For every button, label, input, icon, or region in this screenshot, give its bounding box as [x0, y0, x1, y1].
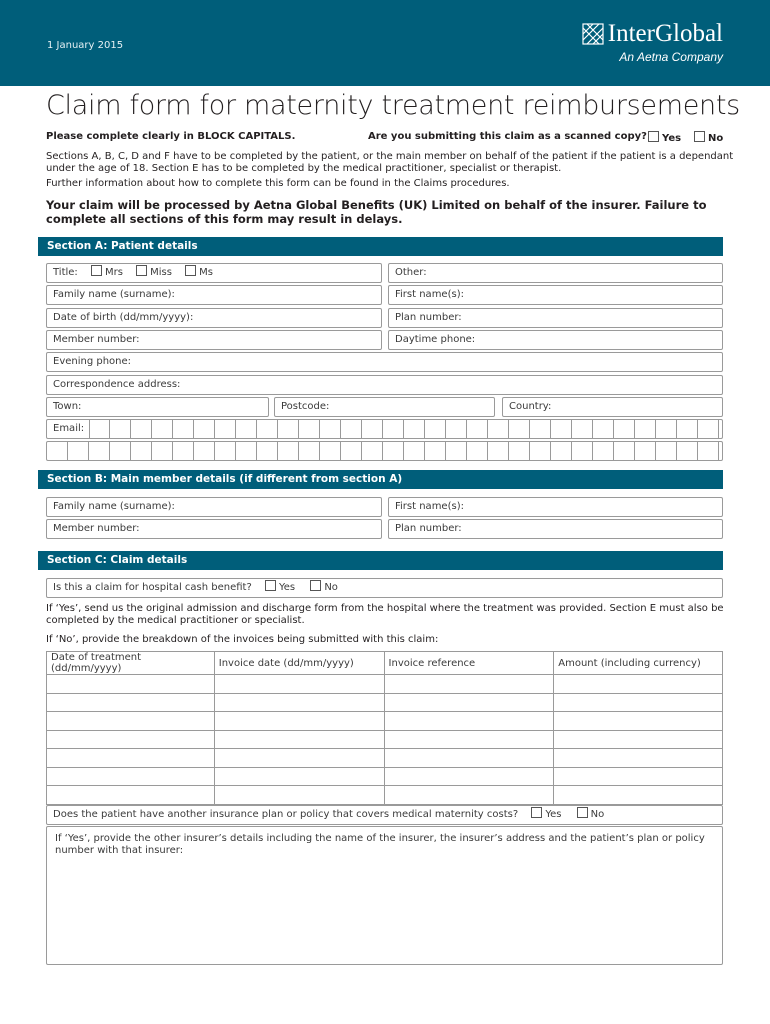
mm-plan-number-field[interactable] — [388, 519, 723, 539]
invoice-cell[interactable] — [554, 712, 723, 731]
mm-family-name-field[interactable] — [46, 497, 382, 517]
first-names-field[interactable] — [388, 285, 723, 305]
if-no-note: If ‘No’, provide the breakdown of the invoices being submitted with this claim: — [46, 634, 439, 645]
invoice-cell[interactable] — [214, 712, 384, 731]
email-label: Email: — [53, 423, 85, 434]
daytime-phone-label: Daytime phone: — [395, 334, 476, 345]
invoice-table-body — [47, 675, 723, 805]
title-mrs-option[interactable] — [91, 267, 123, 278]
scanned-no-label: No — [708, 133, 724, 144]
family-name-field[interactable] — [46, 285, 382, 305]
section-b-heading: Section B: Main member details (if different from section A) — [38, 470, 723, 489]
title-field — [46, 263, 382, 283]
brand-tagline: An Aetna Company — [619, 50, 723, 64]
postcode-field[interactable] — [274, 397, 495, 417]
ms-checkbox[interactable] — [185, 265, 196, 276]
email-char-boxes-1[interactable] — [89, 419, 719, 439]
address-label: Correspondence address: — [53, 379, 181, 390]
other-no-option[interactable] — [577, 809, 605, 820]
scanned-yes-option[interactable] — [648, 131, 681, 144]
table-row — [47, 693, 723, 712]
invoice-cell[interactable] — [384, 730, 554, 749]
invoice-cell[interactable] — [214, 749, 384, 768]
table-row — [47, 767, 723, 786]
invoice-cell[interactable] — [384, 786, 554, 805]
mrs-checkbox[interactable] — [91, 265, 102, 276]
invoice-cell[interactable] — [47, 712, 215, 731]
invoice-cell[interactable] — [554, 786, 723, 805]
title-ms-option[interactable] — [185, 267, 213, 278]
invoice-cell[interactable] — [554, 730, 723, 749]
dob-label: Date of birth (dd/mm/yyyy): — [53, 312, 194, 323]
evening-phone-field[interactable] — [46, 352, 723, 372]
title-label: Title: — [53, 267, 78, 278]
mm-member-number-label: Member number: — [53, 523, 140, 534]
page-header — [0, 0, 770, 86]
section-c-heading: Section C: Claim details — [38, 551, 723, 570]
invoice-cell[interactable] — [214, 693, 384, 712]
town-label: Town: — [53, 401, 82, 412]
invoice-cell[interactable] — [384, 749, 554, 768]
table-row — [47, 712, 723, 731]
town-field[interactable] — [46, 397, 269, 417]
cash-no-option[interactable] — [310, 582, 338, 593]
table-row — [47, 675, 723, 694]
invoice-cell[interactable] — [384, 712, 554, 731]
other-title-field[interactable] — [388, 263, 723, 283]
invoice-cell[interactable] — [554, 693, 723, 712]
plan-number-field[interactable] — [388, 308, 723, 328]
table-row — [47, 730, 723, 749]
section-a-heading: Section A: Patient details — [38, 237, 723, 256]
issue-date: 1 January 2015 — [47, 40, 124, 51]
address-field[interactable] — [46, 375, 723, 395]
mm-member-number-field[interactable] — [46, 519, 382, 539]
col-date-of-treatment: Date of treatment (dd/mm/yyyy) — [47, 652, 215, 675]
other-no-label: No — [590, 809, 605, 820]
cash-yes-option[interactable] — [265, 582, 295, 593]
other-yes-label: Yes — [545, 809, 562, 820]
scanned-no-checkbox[interactable] — [694, 131, 705, 142]
mm-first-names-label: First name(s): — [395, 501, 464, 512]
invoice-cell[interactable] — [384, 767, 554, 786]
email-field-row2[interactable] — [46, 441, 723, 461]
col-invoice-reference: Invoice reference — [384, 652, 554, 675]
invoice-cell[interactable] — [554, 675, 723, 694]
other-insurance-question: Does the patient have another insurance plan or policy that covers medical maternity costs? — [53, 809, 519, 820]
daytime-phone-field[interactable] — [388, 330, 723, 350]
cash-benefit-question: Is this a claim for hospital cash benefit? — [53, 582, 252, 593]
family-name-label: Family name (surname): — [53, 289, 175, 300]
interglobal-logo — [582, 20, 723, 64]
country-label: Country: — [509, 401, 552, 412]
col-invoice-date: Invoice date (dd/mm/yyyy) — [214, 652, 384, 675]
invoice-table-header — [47, 652, 723, 675]
title-miss-option[interactable] — [136, 267, 172, 278]
table-row — [47, 749, 723, 768]
invoice-cell[interactable] — [214, 730, 384, 749]
if-yes-note: If ‘Yes’, send us the original admission and discharge form from the hospital where the treatment was provided. Section E must also be completed by the medical practitioner or specialist. — [46, 603, 724, 626]
evening-phone-label: Evening phone: — [53, 356, 132, 367]
member-number-field[interactable] — [46, 330, 382, 350]
invoice-cell[interactable] — [384, 675, 554, 694]
other-insurer-instructions: If ‘Yes’, provide the other insurer’s details including the name of the insurer, the insurer’s address and the patient’s plan or policy number with that insurer: — [55, 833, 705, 856]
postcode-label: Postcode: — [281, 401, 330, 412]
globe-icon — [582, 23, 604, 45]
invoice-cell[interactable] — [47, 767, 215, 786]
scanned-yes-label: Yes — [662, 133, 682, 144]
other-insurance-field — [46, 805, 723, 825]
invoice-cell[interactable] — [554, 767, 723, 786]
invoice-cell[interactable] — [47, 675, 215, 694]
cash-no-label: No — [324, 582, 338, 593]
invoice-cell[interactable] — [214, 767, 384, 786]
ms-label: Ms — [199, 267, 213, 278]
member-number-label: Member number: — [53, 334, 140, 345]
dob-field[interactable] — [46, 308, 382, 328]
scanned-yes-checkbox[interactable] — [648, 131, 659, 142]
col-amount: Amount (including currency) — [554, 652, 723, 675]
invoice-cell[interactable] — [214, 786, 384, 805]
invoice-table — [46, 651, 723, 805]
cash-yes-label: Yes — [278, 582, 296, 593]
plan-number-label: Plan number: — [395, 312, 462, 323]
cash-yes-checkbox[interactable] — [265, 580, 276, 591]
mm-first-names-field[interactable] — [388, 497, 723, 517]
invoice-cell[interactable] — [47, 749, 215, 768]
claims-procedure-note: Further information about how to complete this form can be found in the Claims procedures. — [46, 178, 510, 189]
block-capitals-note: Please complete clearly in BLOCK CAPITALS. — [46, 131, 296, 142]
page-title: Claim form for maternity treatment reimbursements — [46, 90, 740, 121]
instructions-paragraph: Sections A, B, C, D and F have to be completed by the patient, or the main member on behalf of the patient if the patient is a dependant under the age of 18. Section E has to be completed by the medical practitioner, specialist or therapist. — [46, 151, 734, 174]
invoice-cell[interactable] — [47, 730, 215, 749]
cash-no-checkbox[interactable] — [310, 580, 321, 591]
brand-name: InterGlobal — [607, 20, 723, 47]
other-title-label: Other: — [395, 267, 427, 278]
invoice-cell[interactable] — [47, 786, 215, 805]
invoice-cell[interactable] — [384, 693, 554, 712]
mm-family-name-label: Family name (surname): — [53, 501, 175, 512]
country-field[interactable] — [502, 397, 723, 417]
other-no-checkbox[interactable] — [577, 807, 588, 818]
email-char-boxes-2[interactable] — [47, 441, 719, 461]
invoice-cell[interactable] — [47, 693, 215, 712]
invoice-cell[interactable] — [554, 749, 723, 768]
cash-benefit-field — [46, 578, 723, 598]
email-field-row1[interactable] — [46, 419, 723, 439]
mm-plan-number-label: Plan number: — [395, 523, 462, 534]
scanned-question: Are you submitting this claim as a scanned copy? — [368, 131, 647, 142]
scanned-no-option[interactable] — [694, 131, 723, 144]
other-insurer-details-box[interactable] — [46, 826, 723, 965]
miss-label: Miss — [150, 267, 172, 278]
other-yes-option[interactable] — [531, 809, 561, 820]
processing-warning: Your claim will be processed by Aetna Global Benefits (UK) Limited on behalf of the insurer. Failure to complete all sections of this form may result in delays. — [46, 198, 707, 226]
invoice-cell[interactable] — [214, 675, 384, 694]
mrs-label: Mrs — [105, 267, 123, 278]
other-yes-checkbox[interactable] — [531, 807, 542, 818]
miss-checkbox[interactable] — [136, 265, 147, 276]
first-names-label: First name(s): — [395, 289, 464, 300]
table-row — [47, 786, 723, 805]
